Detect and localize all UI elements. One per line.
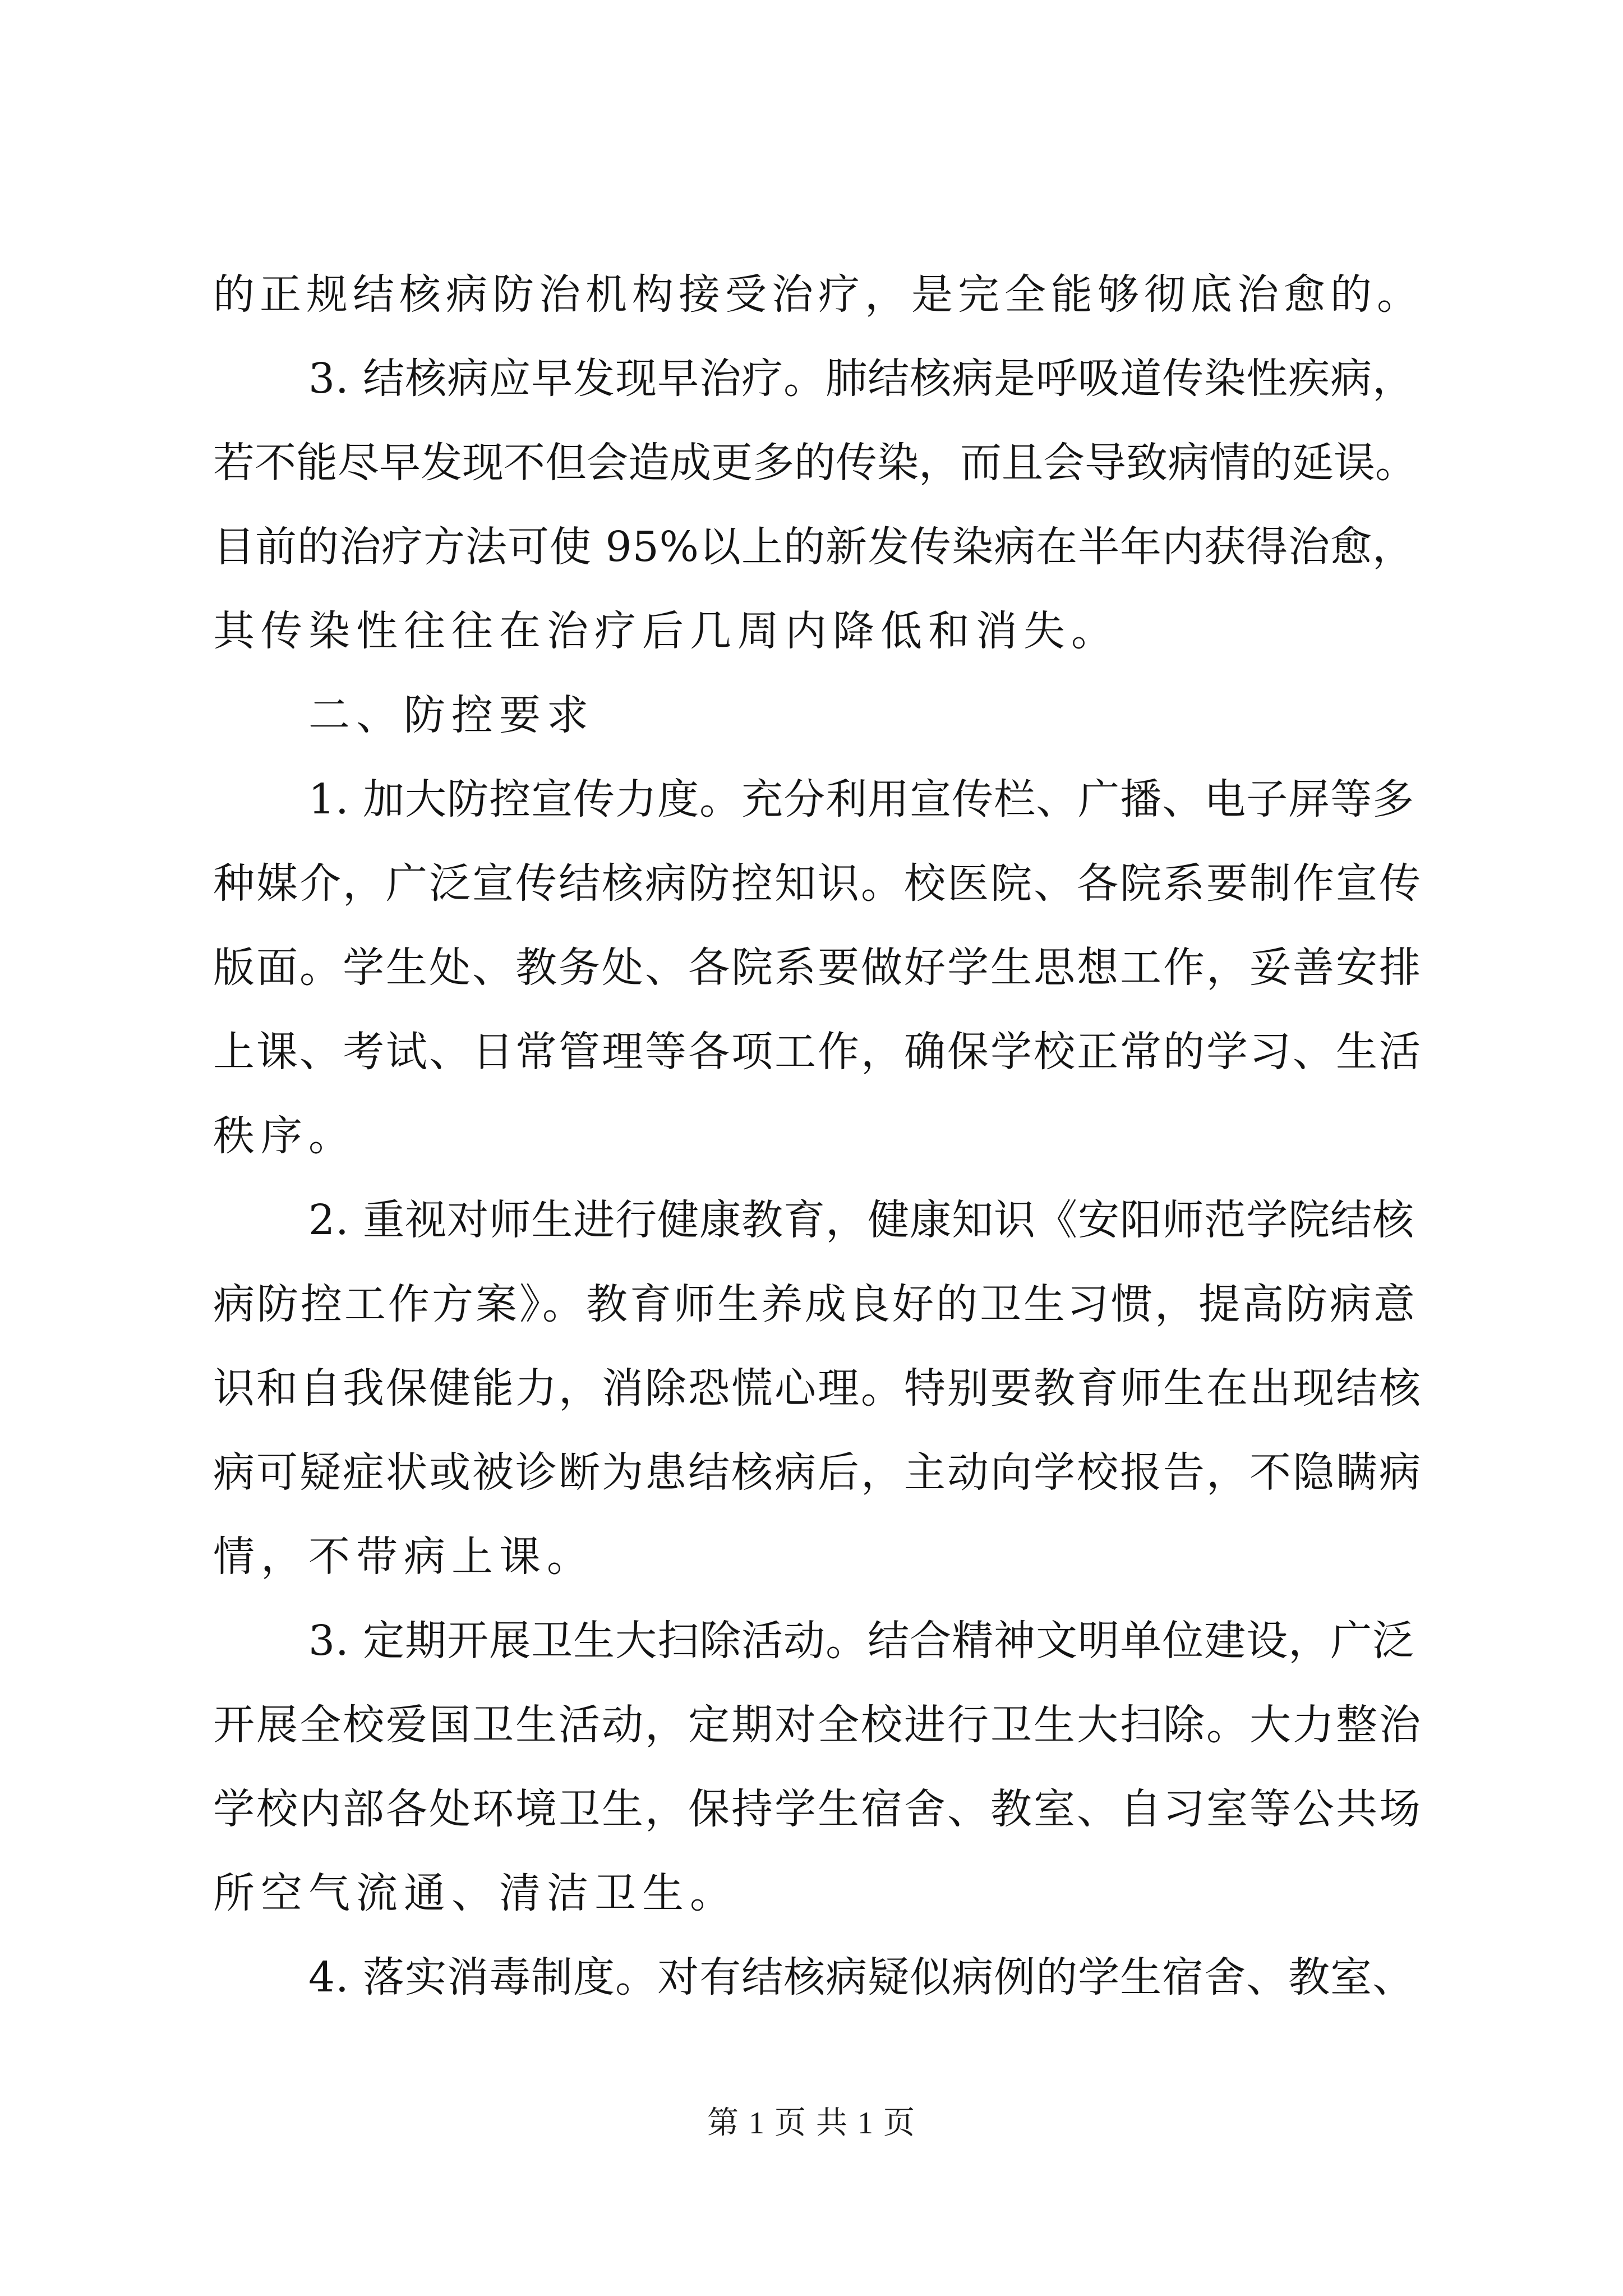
paragraph-line: 病防控工作方案》。教育师生养成良好的卫生习惯，提高防病意	[213, 1280, 1417, 1328]
paragraph-line: 其传染性往往在治疗后几周内降低和消失。	[213, 607, 1119, 655]
paragraph-p-item-4	[213, 1935, 1424, 2019]
paragraph-p-continuation	[213, 252, 1424, 337]
paragraph-line: 病可疑症状或被诊断为患结核病后，主动向学校报告，不隐瞒病	[213, 1448, 1422, 1497]
paragraph-line: 3. 结核病应早发现早治疗。肺结核病是呼吸道传染性疾病，	[308, 355, 1415, 403]
paragraph-line: 学校内部各处环境卫生，保持学生宿舍、教室、自习室等公共场	[213, 1785, 1422, 1833]
paragraph-line: 情，不带病上课。	[213, 1533, 594, 1581]
paragraph-line: 所空气流通、清洁卫生。	[213, 1869, 737, 1917]
paragraph-line: 开展全校爱国卫生活动，定期对全校进行卫生大扫除。大力整治	[213, 1701, 1422, 1749]
paragraph-line: 1. 加大防控宣传力度。充分利用宣传栏、广播、电子屏等多	[308, 775, 1415, 823]
paragraph-line: 识和自我保健能力，消除恐慌心理。特别要教育师生在出现结核	[213, 1364, 1422, 1412]
paragraph-line: 版面。学生处、教务处、各院系要做好学生思想工作，妥善安排	[213, 944, 1422, 992]
paragraph-p-item-1	[213, 757, 1424, 1178]
paragraph-p-item-3-early	[213, 337, 1424, 673]
paragraph-p-item-2	[213, 1178, 1424, 1599]
paragraph-line: 秩序。	[213, 1112, 356, 1160]
paragraph-line: 2. 重视对师生进行健康教育，健康知识《安阳师范学院结核	[308, 1196, 1415, 1244]
page-footer: 第 1 页 共 1 页	[707, 2106, 916, 2141]
paragraph-p-item-3-clean	[213, 1599, 1424, 1935]
paragraph-line: 4. 落实消毒制度。对有结核病疑似病例的学生宿舍、教室、	[308, 1953, 1415, 2001]
paragraph-line: 上课、考试、日常管理等各项工作，确保学校正常的学习、生活	[213, 1028, 1422, 1076]
paragraph-line: 3. 定期开展卫生大扫除活动。结合精神文明单位建设，广泛	[308, 1617, 1415, 1665]
paragraph-line: 的正规结核病防治机构接受治疗，是完全能够彻底治愈的。	[213, 270, 1423, 319]
paragraph-line: 目前的治疗方法可使 95%以上的新发传染病在半年内获得治愈，	[213, 523, 1414, 571]
paragraph-line: 若不能尽早发现不但会造成更多的传染，而且会导致病情的延误。	[213, 439, 1417, 487]
document-body	[213, 252, 1424, 2019]
paragraph-p-section-2	[213, 673, 1424, 757]
paragraph-line: 二、防控要求	[308, 691, 594, 739]
paragraph-line: 种媒介，广泛宣传结核病防控知识。校医院、各院系要制作宣传	[213, 859, 1422, 908]
